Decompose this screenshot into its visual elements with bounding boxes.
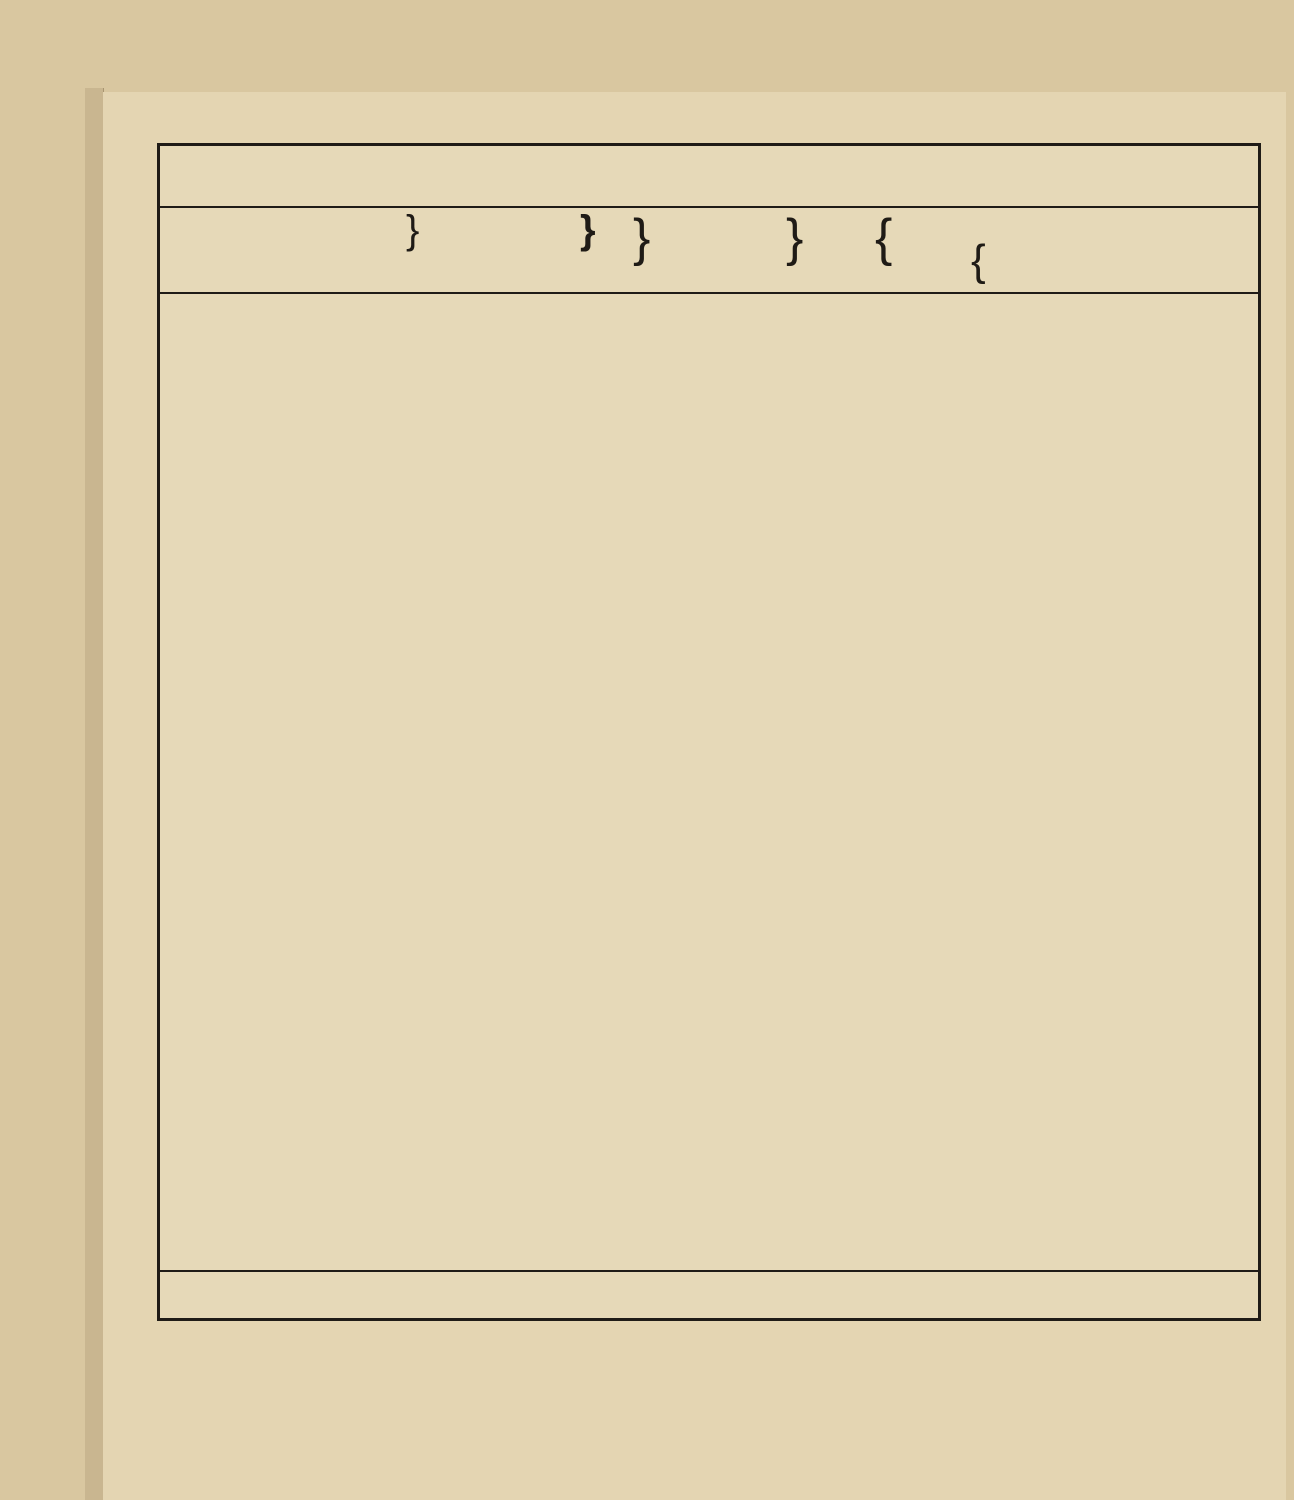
- brace-1: }: [406, 208, 420, 252]
- brace-5: {: [875, 209, 893, 267]
- timetable-frame: [157, 143, 1261, 1321]
- brace-2: }: [580, 208, 596, 252]
- footer-note: [160, 1270, 1258, 1320]
- brace-4: }: [786, 209, 804, 267]
- book-spine: [85, 88, 104, 1500]
- brace-3: }: [633, 209, 651, 267]
- timetable-grid: [382, 292, 1258, 1405]
- title-bar: [160, 146, 1258, 208]
- route-header: [160, 206, 1258, 294]
- brace-6: {: [971, 236, 986, 285]
